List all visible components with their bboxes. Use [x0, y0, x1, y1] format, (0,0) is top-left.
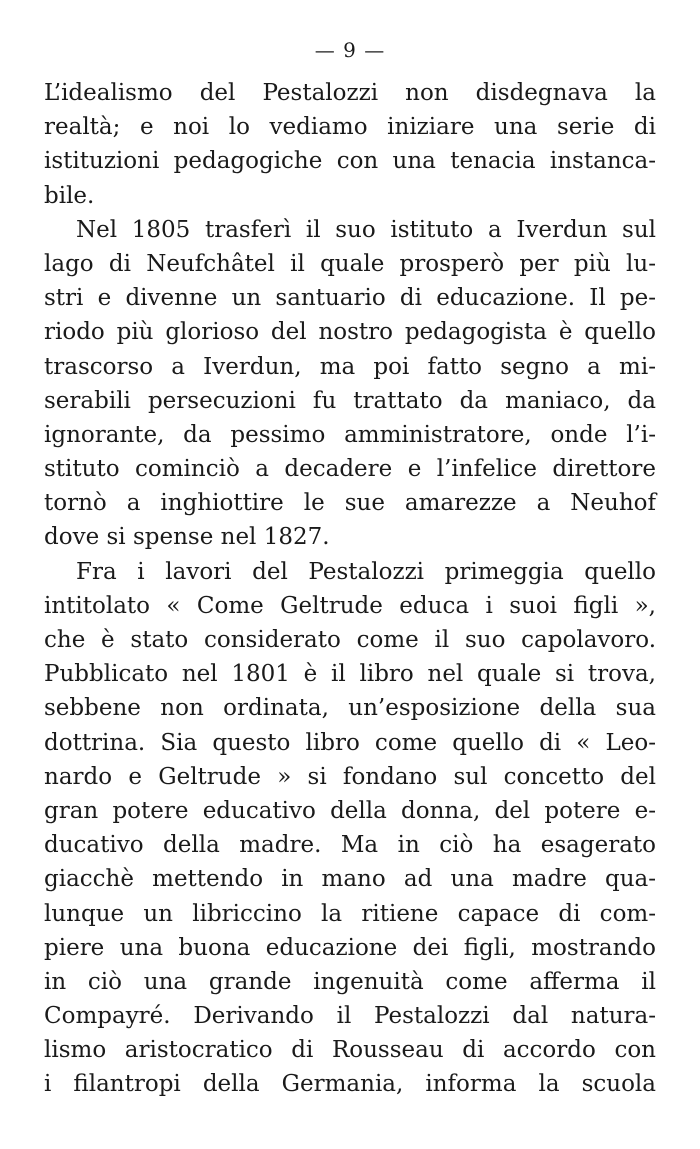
text-line-11: ignorante, da pessimo amministratore, onde l’i- — [44, 421, 656, 448]
text-line-6: lago di Neufchâtel il quale prosperò per più lu- — [44, 250, 656, 277]
text-line-10: serabili persecuzioni fu trattato da maniaco, da — [44, 387, 656, 414]
text-line-2: realtà; e noi lo vediamo iniziare una serie di — [44, 114, 656, 141]
text-line-21: nardo e Geltrude » si fondano sul concetto del — [44, 763, 656, 790]
text-line-26: piere una buona educazione dei figli, mostrando — [44, 934, 656, 961]
text-line-28: Compayré. Derivando il Pestalozzi dal natura- — [44, 1003, 656, 1030]
text-line-1: L’idealismo del Pestalozzi non disdegnava la — [44, 80, 656, 106]
text-line-27: in ciò una grande ingenuità come afferma il — [44, 968, 656, 995]
text-line-9: trascorso a Iverdun, ma poi fatto segno a mi- — [44, 353, 656, 380]
text-line-12: stituto cominciò a decadere e l’infelice direttore — [44, 456, 656, 483]
text-line-18: Pubblicato nel 1801 è il libro nel quale si trova, — [44, 661, 656, 688]
text-line-19: sebbene non ordinata, un’esposizione della sua — [44, 695, 656, 722]
text-line-25: lunque un libriccino la ritiene capace di com- — [44, 900, 656, 927]
text-line-24: giacchè mettendo in mano ad una madre qua- — [44, 866, 656, 893]
body-text — [44, 76, 656, 1102]
text-line-17: che è stato considerato come il suo capolavoro. — [44, 627, 656, 653]
text-line-22: gran potere educativo della donna, del potere e- — [44, 797, 656, 824]
text-line-14: dove si spense nel 1827. — [44, 524, 330, 551]
text-line-7: stri e divenne un santuario di educazione. Il pe- — [44, 285, 656, 312]
text-line-29: lismo aristocratico di Rousseau di accordo con — [44, 1037, 656, 1064]
text-line-5: Nel 1805 trasferì il suo istituto a Iverdun sul — [76, 216, 656, 243]
text-line-30: i filantropi della Germania, informa la scuola — [44, 1071, 656, 1098]
text-line-8: riodo più glorioso del nostro pedagogista è quello — [44, 319, 656, 346]
text-line-15: Fra i lavori del Pestalozzi primeggia quello — [76, 558, 656, 585]
text-line-20: dottrina. Sia questo libro come quello di « Leo- — [44, 729, 656, 756]
text-line-23: ducativo della madre. Ma in ciò ha esagerato — [44, 832, 656, 859]
text-line-16: intitolato « Come Geltrude educa i suoi figli », — [44, 592, 656, 619]
text-line-3: istituzioni pedagogiche con una tenacia instanca- — [44, 148, 656, 175]
page-number: — 9 — — [314, 38, 386, 62]
text-line-13: tornò a inghiottire le sue amarezze a Neuhof — [44, 490, 656, 517]
text-line-4: bile. — [44, 182, 95, 209]
